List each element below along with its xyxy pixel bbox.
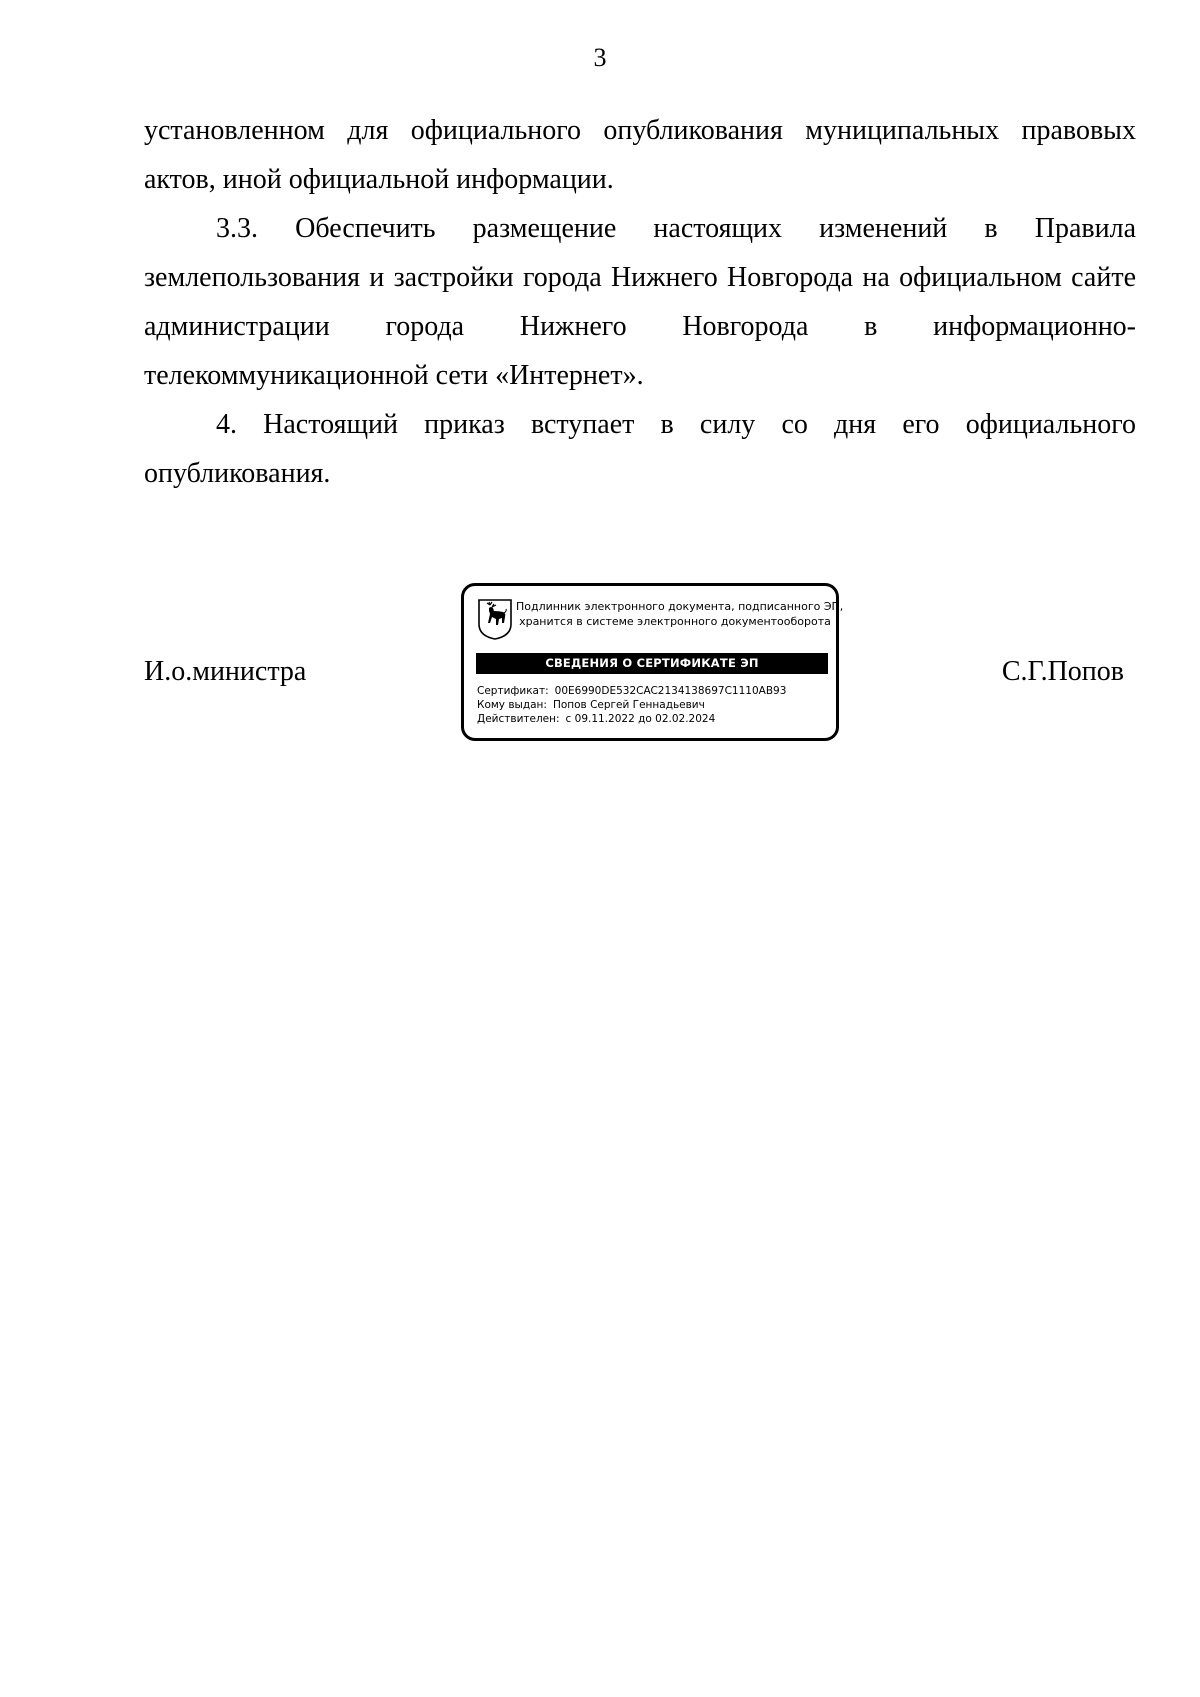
deer-emblem-icon [477,598,513,640]
paragraph-4: 4. Настоящий приказ вступает в силу со дня его официального опубликования. [144,409,1136,489]
stamp-banner: СВЕДЕНИЯ О СЕРТИФИКАТЕ ЭП [476,653,828,674]
signer-title: И.о.министра [144,656,307,687]
issued-to-value: Попов Сергей Геннадьевич [552,699,705,711]
stamp-header-line: Подлинник электронного документа, подписанного ЭП, [516,600,844,613]
paragraph-3-3: 3.3. Обеспечить размещение настоящих изменений в Правила землепользования и застройки города Нижнего Новгорода на официальном сайте администрации города Нижнего Новгорода в информационно-телекоммуникационной сети «Интернет». [144,213,1136,391]
signature-block [144,580,1136,756]
certificate-details [477,684,829,726]
paragraph-continuation: установленном для официального опубликования муниципальных правовых актов, иной официальной информации. [144,115,1136,195]
page-number: 3 [593,43,607,72]
valid-value: с 09.11.2022 до 02.02.2024 [565,713,716,725]
valid-label: Действителен: [477,713,560,725]
stamp-header [516,599,844,629]
issued-to-row [477,698,829,712]
certificate-label: Сертификат: [477,685,549,697]
document-body [144,106,1136,498]
certificate-row [477,684,829,698]
certificate-value: 00E6990DE532CAC2134138697C1110AB93 [554,685,787,697]
issued-to-label: Кому выдан: [477,699,547,711]
electronic-signature-stamp [461,583,844,741]
valid-row [477,712,829,726]
signer-name: С.Г.Попов [1001,656,1124,687]
stamp-header-line: хранится в системе электронного документооборота [519,615,831,628]
